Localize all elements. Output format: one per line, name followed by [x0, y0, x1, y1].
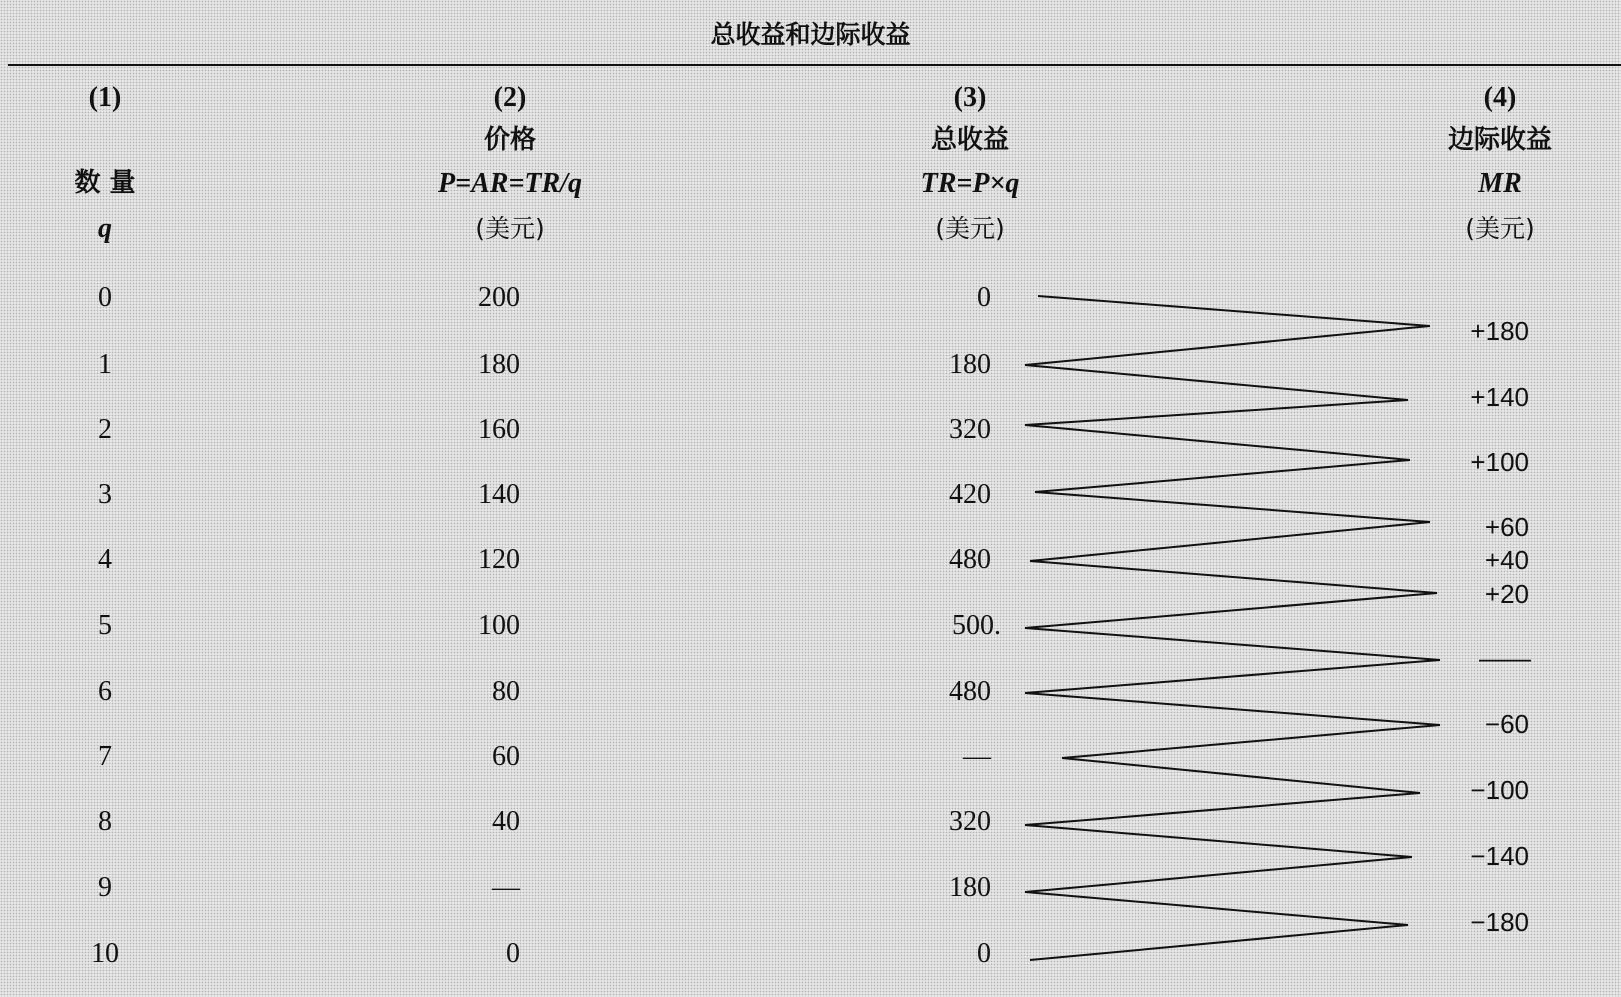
table-cell-total-revenue: 180 [949, 872, 991, 903]
marginal-revenue-value: −180 [1470, 907, 1529, 937]
col2-formula: P=AR=TR/q [438, 168, 582, 199]
col4-unit: (美元) [1465, 214, 1535, 243]
marginal-revenue-value: +60 [1484, 512, 1529, 542]
table-cell-price: 80 [492, 676, 520, 707]
table-cell-quantity: 7 [98, 741, 112, 772]
table-cell-total-revenue: 500. [952, 610, 1001, 641]
table-cell-quantity: 6 [98, 676, 112, 707]
marginal-revenue-value: +180 [1470, 316, 1529, 346]
col2-label: 价格 [483, 125, 536, 155]
marginal-revenue-value: +100 [1470, 447, 1529, 477]
col1-formula: q [98, 213, 112, 244]
table-cell-quantity: 2 [98, 414, 112, 445]
table-cell-quantity: 5 [98, 610, 112, 641]
table-cell-quantity: 1 [98, 349, 112, 380]
col4-formula: MR [1478, 168, 1522, 199]
col3-formula: TR=P×q [920, 168, 1020, 199]
table-cell-price: 180 [478, 349, 520, 380]
table-title: 总收益和边际收益 [710, 20, 911, 49]
table-cell-total-revenue: — [963, 741, 991, 772]
table-cell-price: — [492, 872, 520, 903]
marginal-revenue-value: +140 [1470, 382, 1529, 412]
table-cell-price: 140 [478, 479, 520, 510]
table-cell-quantity: 9 [98, 872, 112, 903]
table-cell-price: 120 [478, 544, 520, 575]
col1-number: (1) [88, 82, 122, 113]
table-cell-total-revenue: 0 [977, 282, 991, 313]
marginal-revenue-value: —— [1479, 643, 1531, 673]
table-cell-total-revenue: 420 [949, 479, 991, 510]
col4-number: (4) [1483, 82, 1517, 113]
marginal-revenue-value: −60 [1484, 709, 1529, 739]
table-cell-quantity: 10 [91, 938, 119, 969]
table-cell-price: 160 [478, 414, 520, 445]
table-cell-price: 100 [478, 610, 520, 641]
table-cell-quantity: 0 [98, 282, 112, 313]
col3-label: 总收益 [930, 125, 1009, 155]
table-cell-quantity: 3 [98, 479, 112, 510]
table-cell-price: 200 [478, 282, 520, 313]
col1-label: 数 量 [74, 168, 136, 198]
table-cell-total-revenue: 480 [949, 676, 991, 707]
marginal-revenue-value: −140 [1470, 841, 1529, 871]
table-cell-price: 0 [506, 938, 520, 969]
table-cell-quantity: 4 [98, 544, 112, 575]
col3-number: (3) [953, 82, 987, 113]
table-cell-total-revenue: 320 [949, 806, 991, 837]
col3-unit: (美元) [935, 214, 1005, 243]
marginal-revenue-value: +40 [1484, 545, 1529, 575]
table-cell-total-revenue: 480 [949, 544, 991, 575]
table-cell-quantity: 8 [98, 806, 112, 837]
col4-label: 边际收益 [1447, 125, 1552, 155]
table-cell-price: 60 [492, 741, 520, 772]
marginal-revenue-value: −100 [1470, 775, 1529, 805]
table-cell-total-revenue: 0 [977, 938, 991, 969]
marginal-revenue-value: +20 [1484, 579, 1529, 609]
table-cell-total-revenue: 320 [949, 414, 991, 445]
table-cell-total-revenue: 180 [949, 349, 991, 380]
table-cell-price: 40 [492, 806, 520, 837]
col2-unit: (美元) [475, 214, 545, 243]
col2-number: (2) [493, 82, 527, 113]
